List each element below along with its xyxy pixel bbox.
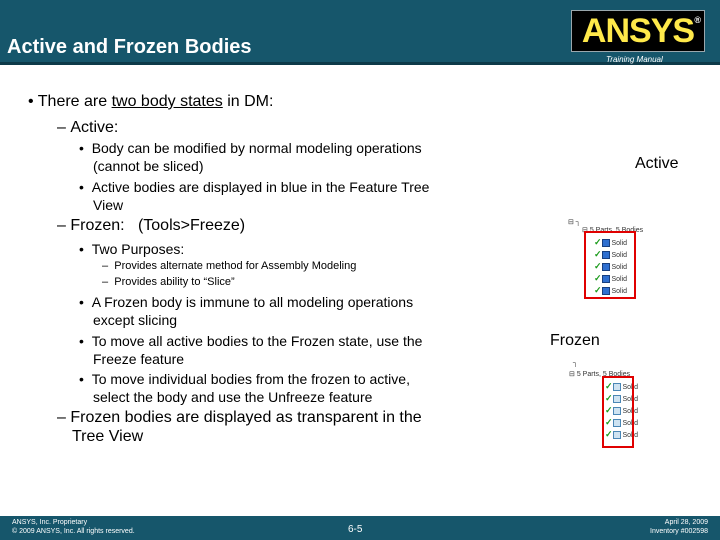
frozen-point-3-cont: select the body and use the Unfreeze feature <box>93 389 373 405</box>
check-icon: ✓ <box>605 417 613 427</box>
tree-item-label: Solid <box>611 240 628 247</box>
tree-item-label: Solid <box>611 252 628 259</box>
frozen-point-2: • To move all active bodies to the Frozen state, use the <box>79 333 423 349</box>
frozen-label: Frozen <box>550 332 600 349</box>
purpose-1: – Provides alternate method for Assembly Modeling <box>102 260 357 272</box>
check-icon: ✓ <box>594 237 602 247</box>
tree-item-label: Solid <box>622 408 639 415</box>
active-point-1-text: Body can be modified by normal modeling operations <box>91 140 422 156</box>
tree-root: ⊟ ┐ <box>568 219 581 226</box>
frozen-point-3: • To move individual bodies from the frozen to active, <box>79 371 410 387</box>
active-heading <box>57 119 118 137</box>
purpose-2: – Provides ability to “Slice” <box>102 276 235 288</box>
tree-root: ┐ <box>573 360 578 367</box>
footer-proprietary: ANSYS, Inc. Proprietary <box>12 519 88 526</box>
tree-item-label: Solid <box>622 432 639 439</box>
tree-expand-icon: ⊟ <box>582 227 588 234</box>
check-icon: ✓ <box>594 273 602 283</box>
footer-inventory: Inventory #002598 <box>650 528 708 535</box>
page-number: 6-5 <box>348 524 363 535</box>
frozen-menu-path: (Tools>Freeze) <box>137 217 246 234</box>
check-icon: ✓ <box>605 381 613 391</box>
bullet-dot: • <box>28 93 34 110</box>
check-icon: ✓ <box>605 405 613 415</box>
frozen-display-note <box>57 409 422 427</box>
dash-marker: – <box>57 217 71 234</box>
check-icon: ✓ <box>594 261 602 271</box>
frozen-point-1: • A Frozen body is immune to all modeling operations <box>79 294 414 310</box>
training-manual-label: Training Manual <box>606 55 663 64</box>
tree-item-label: Solid <box>622 384 639 391</box>
tree-expand-icon: ⊟ <box>569 371 575 378</box>
tree-item-label: Solid <box>611 288 628 295</box>
purposes-bullet: • Two Purposes: <box>79 241 185 257</box>
frozen-point-1-text: A Frozen body is immune to all modeling operations <box>91 294 414 310</box>
active-heading-text: Active: <box>70 119 119 136</box>
footer-date: April 28, 2009 <box>664 519 708 526</box>
tree-item-label: Solid <box>611 264 628 271</box>
active-point-1-cont: (cannot be sliced) <box>93 158 204 174</box>
tree-parent-label: 5 Parts, 5 Bodies <box>576 371 631 378</box>
footer-date-inventory <box>650 518 708 536</box>
logo-registered-mark: ® <box>694 15 701 25</box>
logo-text: ANSYS <box>581 12 695 50</box>
tree-item-label: Solid <box>622 396 639 403</box>
ansys-logo <box>571 10 705 52</box>
frozen-display-cont: Tree View <box>72 428 144 445</box>
footer-copyright <box>12 518 135 536</box>
tree-item-label: Solid <box>611 276 628 283</box>
purposes-label: Two Purposes: <box>91 241 185 257</box>
active-label: Active <box>635 155 679 172</box>
slide-title: Active and Frozen Bodies <box>7 36 252 58</box>
frozen-display-text: Frozen bodies are displayed as transparent in the <box>70 409 422 426</box>
slide-footer <box>0 516 720 540</box>
intro-suffix: in DM: <box>222 93 274 110</box>
active-highlight-box <box>584 231 636 299</box>
frozen-point-2-text: To move all active bodies to the Frozen state, use the <box>91 333 423 349</box>
dash-marker: – <box>57 119 71 136</box>
check-icon: ✓ <box>605 429 613 439</box>
intro-bullet <box>28 93 273 111</box>
frozen-point-2-cont: Freeze feature <box>93 351 185 367</box>
frozen-heading <box>57 217 245 235</box>
dash-marker: – <box>57 409 71 426</box>
frozen-point-1-cont: except slicing <box>93 312 178 328</box>
footer-rights: © 2009 ANSYS, Inc. All rights reserved. <box>12 528 135 535</box>
active-point-1: • Body can be modified by normal modeling operations <box>79 140 422 156</box>
check-icon: ✓ <box>594 285 602 295</box>
intro-emphasis: two body states <box>111 93 223 110</box>
frozen-heading-text: Frozen: <box>70 217 125 234</box>
purpose-1-text: Provides alternate method for Assembly Modeling <box>114 260 357 272</box>
active-point-2-cont: View <box>93 197 124 213</box>
purpose-2-text: Provides ability to “Slice” <box>114 276 235 288</box>
intro-prefix: There are <box>37 93 112 110</box>
check-icon: ✓ <box>594 249 602 259</box>
check-icon: ✓ <box>605 393 613 403</box>
slide-header <box>0 0 720 64</box>
tree-parent-label: 5 Parts, 5 Bodies <box>589 227 644 234</box>
frozen-highlight-box <box>602 376 634 448</box>
active-point-2-text: Active bodies are displayed in blue in the Feature Tree <box>91 179 430 195</box>
frozen-point-3-text: To move individual bodies from the frozen to active, <box>91 371 410 387</box>
tree-item-label: Solid <box>622 420 639 427</box>
active-point-2: • Active bodies are displayed in blue in the Feature Tree <box>79 179 430 195</box>
